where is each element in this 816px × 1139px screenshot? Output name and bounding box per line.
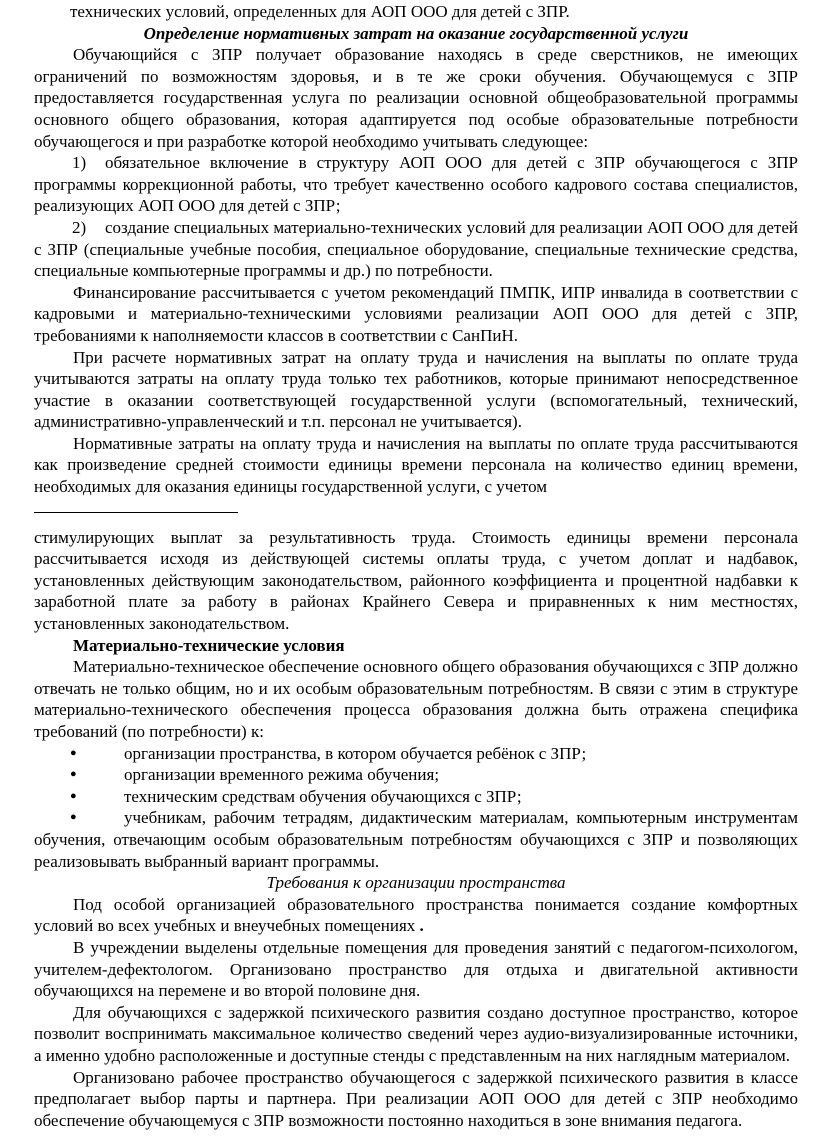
bullet-text: организации пространства, в котором обучается ребёнок с ЗПР;	[124, 743, 587, 763]
list-item-2	[34, 217, 798, 282]
paragraph-workplace: Организовано рабочее пространство обучающегося с задержкой психического развития в классе предполагает выбор парты и партнера. При реализации АОП ООО для детей с ЗПР необходимо обеспечение обучающемуся с ЗПР возможности постоянно находиться в зоне внимания педагога.	[34, 1067, 798, 1130]
bullet-text: техническим средствам обучения обучающихся с ЗПР;	[124, 786, 522, 806]
paragraph-normative: Нормативные затраты на оплату труда и начисления на выплаты по оплате труда рассчитываются как произведение средней стоимости единицы времени персонала на количество единиц времени, необходимых для оказания единицы государственной услуги, с учетом	[34, 433, 798, 497]
bullet-text: организации временного режима обучения;	[124, 765, 440, 785]
top-fragment: технических условий, определенных для АОП ООО для детей с ЗПР.	[70, 2, 570, 21]
paragraph-rooms: В учреждении выделены отдельные помещения для проведения занятий с педагогом-психологом, учителем-дефектологом. Организовано пространство для отдыха и двигательной активности обучающихся на перемене и во второй половине дня.	[34, 937, 798, 1001]
bullet-text: учебникам, рабочим тетрадям, дидактическим материалам, компьютерным инструментам обучения, отвечающим особым образовательным потребностям обучающихся с ЗПР и позволяющих реализовывать выбранный вариант программы.	[34, 808, 798, 871]
bullet-icon: ●	[70, 789, 77, 802]
paragraph-continued: стимулирующих выплат за результативность труда. Стоимость единицы времени персонала рассчитывается исходя из действующей системы оплаты труда, с учетом доплат и надбавок, установленных действующим законодательством, районного коэффициента и процентной надбавки к заработной плате за работу в районах Крайнего Севера и приравненных к ним местностях, установленных законодательством.	[34, 527, 798, 634]
list-item-text: создание специальных материально-технических условий для реализации АОП ООО для детей с ЗПР (специальные учебные пособия, специальное оборудование, специальные технические средства, специальные компьютерные программы и др.) по потребности.	[34, 217, 798, 281]
document-page	[0, 1, 816, 1131]
bullet-item	[34, 786, 798, 808]
bullet-item	[34, 743, 798, 765]
list-number: 1)	[72, 153, 87, 173]
bullet-item	[34, 764, 798, 786]
bullet-list	[34, 743, 798, 873]
paragraph-salary: При расчете нормативных затрат на оплату труда и начисления на выплаты по оплате труда учитываются затраты на оплату труда только тех работников, которые принимают непосредственное участие в оказании соответствующей государственной услуги (вспомогательный, технический, административно-управленческий и т.п. персонал не учитывается).	[34, 347, 798, 432]
heading-normative-costs: Определение нормативных затрат на оказание государственной услуги	[143, 23, 689, 43]
paragraph-financing: Финансирование рассчитывается с учетом рекомендаций ПМПК, ИПР инвалида в соответствии с кадровыми и материально-техническими условиями реализации АОП ООО для детей с ЗПР, требованиями к наполняемости классов в соответствии с СанПиН.	[34, 282, 798, 345]
paragraph-space	[34, 894, 798, 937]
bullet-item	[34, 807, 798, 872]
paragraph-space-text: Под особой организацией образовательного пространства понимается создание комфортных условий во всех учебных и внеучебных помещениях	[34, 894, 798, 936]
heading-material-technical: Материально-технические условия	[73, 635, 345, 655]
list-number: 2)	[72, 217, 87, 237]
bullet-icon: ●	[70, 746, 77, 759]
footnote-separator	[34, 512, 238, 513]
paragraph-material-technical: Материально-техническое обеспечение основного общего образования обучающихся с ЗПР должно отвечать не только общим, но и их особым образовательным потребностям. В связи с этим в структуре материально-технического обеспечения процесса образования должна быть отражена специфика требований (по потребности) к:	[34, 657, 798, 741]
paragraph-space-end: .	[415, 916, 424, 936]
bullet-icon: ●	[70, 768, 77, 781]
paragraph-accessible-space: Для обучающихся с задержкой психического развития создано доступное пространство, которое позволит воспринимать максимальное количество сведений через аудио-визуализированные источники, а именно удобно расположенные и доступные стенды с представленным на них наглядным материалом.	[34, 1002, 798, 1065]
list-item-1	[34, 152, 798, 217]
heading-space-requirements: Требования к организации пространства	[266, 873, 566, 893]
paragraph-student: Обучающийся с ЗПР получает образование находясь в среде сверстников, не имеющих ограничений по возможностям здоровья, и в те же сроки обучения. Обучающемуся с ЗПР предоставляется государственная услуга по реализации основной общеобразовательной программы основного общего образования, которая адаптируется под особые образовательные потребности обучающегося и при разработке которой необходимо учитывать следующее:	[34, 45, 798, 151]
list-item-text: обязательное включение в структуру АОП ООО для детей с ЗПР обучающегося с ЗПР программы коррекционной работы, что требует качественно особого кадрового состава специалистов, реализующих АОП ООО для детей с ЗПР;	[34, 153, 798, 216]
bullet-icon: ●	[70, 811, 77, 824]
